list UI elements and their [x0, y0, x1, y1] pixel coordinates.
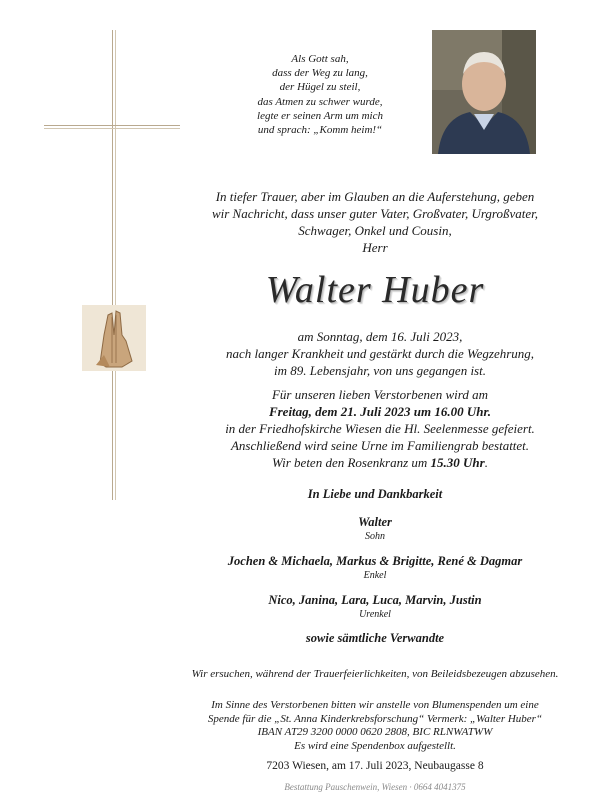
undertaker-footer: Bestattung Pauschenwein, Wiesen · 0664 4041375: [284, 782, 466, 792]
mourner-relation: Enkel: [363, 570, 387, 581]
mourner-relation: Urenkel: [359, 609, 391, 620]
rosary-line: [190, 454, 570, 471]
place-date-address: 7203 Wiesen, am 17. Juli 2023, Neubaugasse 8: [266, 760, 484, 772]
mourner-names: Jochen & Michaela, Markus & Brigitte, René & Dagmar: [227, 554, 523, 568]
praying-hands-icon: [82, 305, 146, 371]
relatives-line: sowie sämtliche Verwandte: [305, 631, 445, 645]
poem-line: der Hügel zu steil,: [279, 81, 361, 94]
donation-line: Es wird eine Spendenbox aufgestellt.: [294, 739, 456, 752]
poem: [220, 52, 420, 137]
donation-line: Im Sinne des Verstorbenen bitten wir anstelle von Blumenspenden um eine: [211, 699, 539, 711]
cross-vertical-line-shadow: [115, 30, 116, 500]
funeral-info: [190, 386, 570, 471]
condolence-request: Wir ersuchen, während der Trauerfeierlichkeiten, von Beileidsbezeugen abzusehen.: [191, 668, 559, 680]
poem-line: legte er seinen Arm um mich: [257, 109, 383, 122]
mourner-names: Walter: [358, 515, 392, 529]
cross-horizontal-line-shadow: [44, 128, 180, 129]
poem-line: Als Gott sah,: [291, 53, 349, 65]
mourners-section: [170, 487, 580, 646]
death-notice: [190, 328, 570, 379]
intro-line: In tiefer Trauer, aber im Glauben an die Auferstehung, geben: [215, 189, 535, 204]
funeral-line: in der Friedhofskirche Wiesen die Hl. Seelenmesse gefeiert.: [225, 421, 535, 436]
mourners-heading: In Liebe und Dankbarkeit: [307, 487, 443, 501]
donation-info: [170, 699, 580, 753]
funeral-date: Freitag, dem 21. Juli 2023 um 16.00 Uhr.: [268, 404, 492, 419]
donation-line: Spende für die „St. Anna Kinderkrebsforschung“ Vermerk: „Walter Huber“: [207, 712, 543, 725]
death-line: am Sonntag, dem 16. Juli 2023,: [297, 329, 463, 344]
portrait-photo: [432, 30, 536, 154]
death-line: im 89. Lebensjahr, von uns gegangen ist.: [274, 363, 486, 378]
mourner-relation: Sohn: [365, 531, 385, 542]
intro-line: Herr: [362, 240, 388, 255]
intro-line: Schwager, Onkel und Cousin,: [298, 223, 452, 238]
funeral-line: Anschließend wird seine Urne im Familiengrab bestattet.: [230, 438, 530, 453]
rosary-time: 15.30 Uhr: [430, 455, 485, 470]
poem-line: dass der Weg zu lang,: [272, 67, 368, 80]
deceased-name: Walter Huber: [265, 269, 485, 311]
rosary-text: Wir beten den Rosenkranz um: [272, 455, 431, 470]
intro-text: [170, 188, 580, 256]
donation-iban: IBAN AT29 3200 0000 0620 2808, BIC RLNWATWW: [257, 726, 493, 738]
intro-line: wir Nachricht, dass unser guter Vater, Großvater, Urgroßvater,: [211, 206, 539, 221]
poem-line: und sprach: „Komm heim!“: [257, 124, 383, 137]
mourner-names: Nico, Janina, Lara, Luca, Marvin, Justin: [268, 593, 482, 607]
rosary-period: .: [484, 455, 488, 470]
poem-line: das Atmen zu schwer wurde,: [257, 95, 383, 108]
funeral-line: Für unseren lieben Verstorbenen wird am: [271, 387, 489, 402]
cross-horizontal-line: [44, 125, 180, 126]
cross-vertical-line: [112, 30, 113, 500]
death-line: nach langer Krankheit und gestärkt durch die Wegzehrung,: [225, 346, 535, 361]
